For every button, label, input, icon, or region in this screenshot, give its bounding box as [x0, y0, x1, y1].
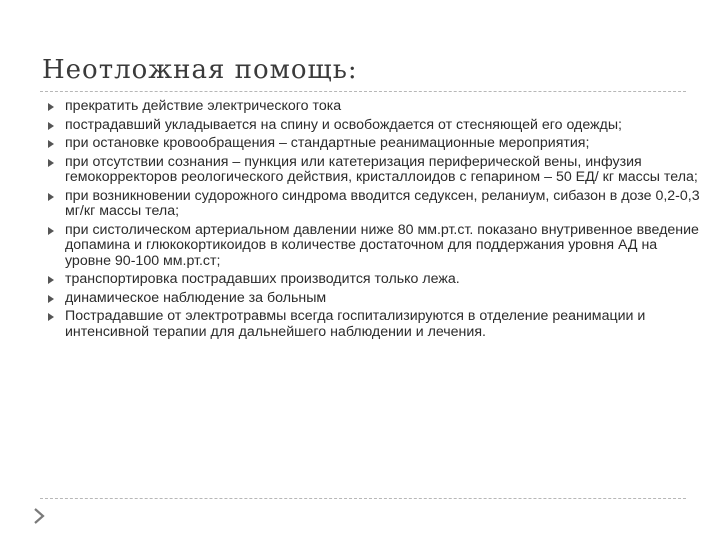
bottom-divider [40, 498, 686, 499]
bullet-text: пострадавший укладывается на спину и освобождается от стесняющей его одежды; [65, 116, 622, 133]
bullet-item [46, 309, 702, 340]
bullet-text: транспортировка пострадавших производится только лежа. [65, 271, 460, 288]
bullet-text: при систолическом артериальном давлении ниже 80 мм.рт.ст. показано внутривенное введение допамина и глюкокортикоидов в количестве достаточном для поддержания уровня АД на уровне 90-100 мм.рт.ст; [65, 221, 699, 269]
bullet-item [46, 223, 702, 269]
bullet-item [46, 272, 702, 287]
bullet-item [46, 291, 702, 306]
bullet-item [46, 155, 702, 186]
bullet-arrow-icon [48, 276, 54, 284]
bullet-text: динамическое наблюдение за больным [65, 289, 327, 306]
bullet-arrow-icon [48, 140, 54, 148]
bullet-item [46, 189, 702, 220]
bullet-text: при возникновении судорожного синдрома вводится седуксен, реланиум, сибазон в дозе 0,2-0,3 мг/кг массы тела; [65, 187, 700, 220]
bullet-arrow-icon [48, 122, 54, 130]
bullet-text: Пострадавшие от электротравмы всегда госпитализируются в отделение реанимации и интенсивной терапии для дальнейшего наблюдении и лечения. [65, 308, 646, 340]
bullet-arrow-icon [48, 313, 54, 321]
next-slide-arrow-icon[interactable] [31, 508, 47, 524]
bullet-text: прекратить действие электрического тока [65, 98, 342, 114]
bullet-item [46, 99, 702, 114]
bullet-item [46, 136, 702, 151]
bullet-text: при остановке кровообращения – стандартные реанимационные мероприятия; [65, 135, 590, 152]
bullet-arrow-icon [48, 193, 54, 201]
bullet-arrow-icon [48, 159, 54, 167]
title-divider [40, 91, 686, 92]
bullet-arrow-icon [48, 295, 54, 303]
bullet-arrow-icon [48, 227, 54, 235]
bullet-list [46, 99, 702, 343]
bullet-arrow-icon [48, 103, 54, 111]
bullet-item [46, 118, 702, 133]
slide-title: Неотложная помощь: [42, 55, 358, 85]
bullet-text: при отсутствии сознания – пункция или катетеризация периферической вены, инфузия гемокорректоров реологического действия, кристаллоидов с гепарином – 50 ЕД/ кг массы тела; [65, 153, 698, 186]
